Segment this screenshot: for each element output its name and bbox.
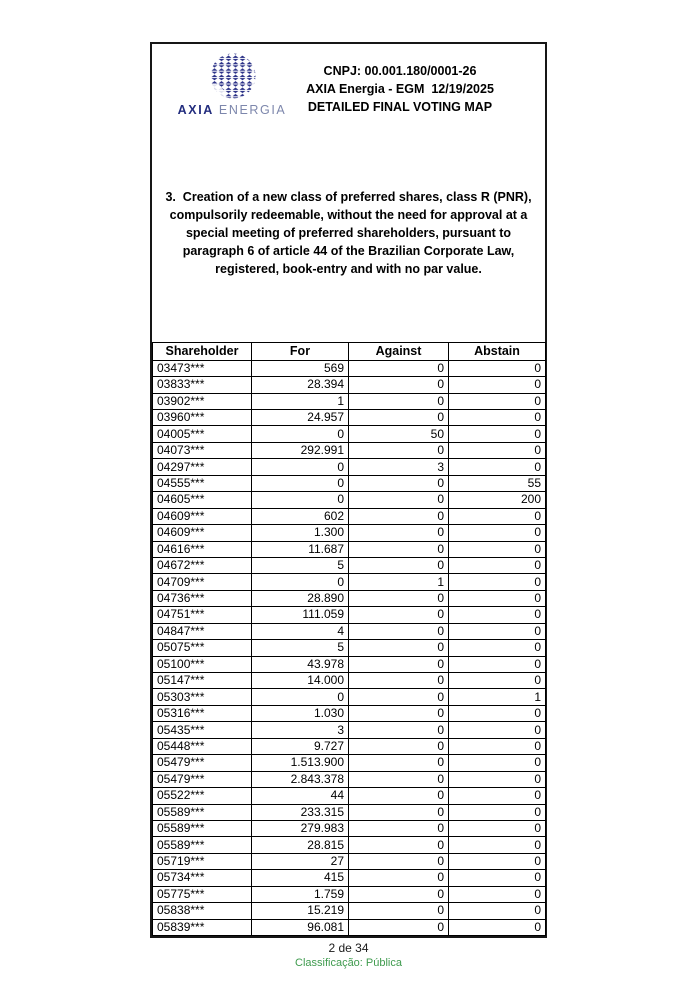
shareholder-cell: 05435*** (153, 722, 252, 738)
vote-count-cell: 0 (449, 853, 546, 869)
document-title-block (272, 62, 528, 116)
vote-count-cell: 0 (252, 574, 349, 590)
table-row (153, 788, 546, 804)
vote-count-cell: 569 (252, 360, 349, 376)
vote-count-cell: 0 (449, 919, 546, 935)
vote-count-cell: 0 (349, 607, 449, 623)
shareholder-cell: 05838*** (153, 903, 252, 919)
shareholder-cell: 03833*** (153, 377, 252, 393)
brand-primary-text: AXIA (177, 103, 214, 117)
shareholder-cell: 04073*** (153, 442, 252, 458)
axia-sphere-logo-icon (204, 52, 260, 102)
vote-count-cell: 0 (252, 426, 349, 442)
vote-count-cell: 0 (349, 360, 449, 376)
vote-count-cell: 1 (349, 574, 449, 590)
meeting-line: AXIA Energia - EGM 12/19/2025 (306, 82, 494, 96)
vote-count-cell: 0 (449, 837, 546, 853)
vote-count-cell: 15.219 (252, 903, 349, 919)
table-row (153, 508, 546, 524)
table-row (153, 853, 546, 869)
vote-count-cell: 14.000 (252, 673, 349, 689)
shareholder-cell: 05775*** (153, 886, 252, 902)
table-row (153, 689, 546, 705)
brand-secondary-text: ENERGIA (218, 103, 287, 117)
vote-count-cell: 0 (449, 804, 546, 820)
shareholder-cell: 04555*** (153, 475, 252, 491)
vote-count-cell: 0 (349, 623, 449, 639)
table-row (153, 656, 546, 672)
vote-count-cell: 0 (449, 903, 546, 919)
vote-count-cell: 1.300 (252, 525, 349, 541)
shareholder-cell: 04709*** (153, 574, 252, 590)
vote-count-cell: 233.315 (252, 804, 349, 820)
vote-count-cell: 50 (349, 426, 449, 442)
shareholder-cell: 05839*** (153, 919, 252, 935)
vote-count-cell: 0 (449, 442, 546, 458)
table-row (153, 755, 546, 771)
vote-count-cell: 0 (449, 574, 546, 590)
vote-count-cell: 0 (349, 722, 449, 738)
vote-count-cell: 0 (449, 623, 546, 639)
vote-count-cell: 0 (449, 722, 546, 738)
table-row (153, 475, 546, 491)
proposal-paragraph: 3. Creation of a new class of preferred shares, class R (PNR), compulsorily redeemable, without the need for approval at a special meeting of preferred shareholders, pursuant to paragraph 6 of article 44 of the Brazilian Corporate Law, registered, book-entry and with no par value. (165, 190, 532, 276)
shareholder-cell: 05589*** (153, 837, 252, 853)
shareholder-cell: 05448*** (153, 738, 252, 754)
vote-count-cell: 28.394 (252, 377, 349, 393)
vote-count-cell: 27 (252, 853, 349, 869)
vote-count-cell: 0 (349, 557, 449, 573)
vote-count-cell: 11.687 (252, 541, 349, 557)
table-row (153, 541, 546, 557)
vote-count-cell: 4 (252, 623, 349, 639)
table-row (153, 903, 546, 919)
shareholder-cell: 04609*** (153, 508, 252, 524)
vote-count-cell: 0 (349, 475, 449, 491)
shareholder-cell: 05522*** (153, 788, 252, 804)
vote-count-cell: 0 (449, 755, 546, 771)
voting-table-header (153, 342, 546, 360)
vote-count-cell: 3 (252, 722, 349, 738)
shareholder-cell: 04297*** (153, 459, 252, 475)
vote-count-cell: 0 (252, 459, 349, 475)
table-row (153, 410, 546, 426)
vote-count-cell: 415 (252, 870, 349, 886)
vote-count-cell: 24.957 (252, 410, 349, 426)
shareholder-cell: 05589*** (153, 804, 252, 820)
shareholder-cell: 05100*** (153, 656, 252, 672)
shareholder-cell: 03473*** (153, 360, 252, 376)
vote-count-cell: 0 (449, 590, 546, 606)
table-row (153, 886, 546, 902)
shareholder-cell: 03902*** (153, 393, 252, 409)
vote-count-cell: 9.727 (252, 738, 349, 754)
vote-count-cell: 2.843.378 (252, 771, 349, 787)
vote-count-cell: 0 (349, 508, 449, 524)
column-header-shareholder: Shareholder (153, 342, 252, 360)
vote-count-cell: 0 (449, 820, 546, 836)
report-title-line: DETAILED FINAL VOTING MAP (307, 100, 493, 114)
vote-count-cell: 279.983 (252, 820, 349, 836)
vote-count-cell: 1.759 (252, 886, 349, 902)
table-row (153, 771, 546, 787)
shareholder-cell: 05303*** (153, 689, 252, 705)
vote-count-cell: 0 (449, 738, 546, 754)
vote-count-cell: 0 (349, 738, 449, 754)
vote-count-cell: 0 (349, 673, 449, 689)
vote-count-cell: 28.815 (252, 837, 349, 853)
vote-count-cell: 0 (349, 788, 449, 804)
vote-count-cell: 0 (349, 919, 449, 935)
vote-count-cell: 0 (349, 771, 449, 787)
vote-count-cell: 0 (449, 607, 546, 623)
vote-count-cell: 0 (449, 870, 546, 886)
table-row (153, 738, 546, 754)
table-row (153, 393, 546, 409)
document-page-frame (150, 42, 547, 938)
shareholder-cell: 04609*** (153, 525, 252, 541)
vote-count-cell: 0 (349, 656, 449, 672)
shareholder-cell: 05589*** (153, 820, 252, 836)
vote-count-cell: 0 (449, 360, 546, 376)
shareholder-cell: 05147*** (153, 673, 252, 689)
vote-count-cell: 5 (252, 640, 349, 656)
vote-count-cell: 0 (449, 656, 546, 672)
vote-count-cell: 602 (252, 508, 349, 524)
vote-count-cell: 0 (449, 673, 546, 689)
vote-count-cell: 0 (349, 820, 449, 836)
vote-count-cell: 0 (449, 410, 546, 426)
voting-table-body (153, 360, 546, 935)
table-row (153, 492, 546, 508)
vote-count-cell: 0 (349, 853, 449, 869)
vote-count-cell: 0 (449, 771, 546, 787)
table-row (153, 607, 546, 623)
table-row (153, 804, 546, 820)
vote-count-cell: 0 (449, 508, 546, 524)
table-row (153, 673, 546, 689)
table-row (153, 525, 546, 541)
vote-count-cell: 111.059 (252, 607, 349, 623)
table-row (153, 574, 546, 590)
vote-count-cell: 0 (349, 393, 449, 409)
table-row (153, 837, 546, 853)
vote-count-cell: 0 (349, 442, 449, 458)
shareholder-cell: 04736*** (153, 590, 252, 606)
vote-count-cell: 0 (449, 525, 546, 541)
shareholder-cell: 05719*** (153, 853, 252, 869)
vote-count-cell: 292.991 (252, 442, 349, 458)
vote-count-cell: 1.030 (252, 705, 349, 721)
vote-count-cell: 0 (449, 459, 546, 475)
shareholder-cell: 04605*** (153, 492, 252, 508)
vote-count-cell: 0 (349, 804, 449, 820)
table-row (153, 870, 546, 886)
vote-count-cell: 0 (252, 492, 349, 508)
vote-count-cell: 1 (252, 393, 349, 409)
cnpj-line: CNPJ: 00.001.180/0001-26 (323, 64, 477, 78)
table-row (153, 820, 546, 836)
table-row (153, 360, 546, 376)
table-row (153, 705, 546, 721)
vote-count-cell: 0 (349, 903, 449, 919)
vote-count-cell: 55 (449, 475, 546, 491)
vote-count-cell: 0 (449, 393, 546, 409)
vote-count-cell: 43.978 (252, 656, 349, 672)
vote-count-cell: 96.081 (252, 919, 349, 935)
vote-count-cell: 0 (449, 640, 546, 656)
vote-count-cell: 200 (449, 492, 546, 508)
vote-count-cell: 0 (349, 410, 449, 426)
voting-table (152, 342, 546, 936)
table-row (153, 640, 546, 656)
shareholder-cell: 05734*** (153, 870, 252, 886)
shareholder-cell: 04005*** (153, 426, 252, 442)
column-header-against: Against (349, 342, 449, 360)
shareholder-cell: 04672*** (153, 557, 252, 573)
vote-count-cell: 0 (349, 870, 449, 886)
table-row (153, 623, 546, 639)
shareholder-cell: 04847*** (153, 623, 252, 639)
column-header-abstain: Abstain (449, 342, 546, 360)
column-header-for: For (252, 342, 349, 360)
vote-count-cell: 0 (349, 492, 449, 508)
vote-count-cell: 0 (449, 541, 546, 557)
vote-count-cell: 0 (349, 837, 449, 853)
table-row (153, 919, 546, 935)
table-row (153, 557, 546, 573)
vote-count-cell: 0 (349, 755, 449, 771)
vote-count-cell: 0 (449, 557, 546, 573)
shareholder-cell: 04751*** (153, 607, 252, 623)
shareholder-cell: 05316*** (153, 705, 252, 721)
vote-count-cell: 0 (349, 377, 449, 393)
shareholder-cell: 03960*** (153, 410, 252, 426)
table-row (153, 459, 546, 475)
vote-count-cell: 0 (449, 886, 546, 902)
vote-count-cell: 0 (349, 525, 449, 541)
table-row (153, 442, 546, 458)
vote-count-cell: 44 (252, 788, 349, 804)
vote-count-cell: 5 (252, 557, 349, 573)
table-row (153, 426, 546, 442)
shareholder-cell: 05479*** (153, 771, 252, 787)
vote-count-cell: 0 (252, 689, 349, 705)
page-number: 2 de 34 (328, 941, 369, 955)
vote-count-cell: 0 (449, 377, 546, 393)
shareholder-cell: 04616*** (153, 541, 252, 557)
shareholder-cell: 05075*** (153, 640, 252, 656)
table-row (153, 722, 546, 738)
vote-count-cell: 0 (349, 541, 449, 557)
vote-count-cell: 28.890 (252, 590, 349, 606)
vote-count-cell: 3 (349, 459, 449, 475)
vote-count-cell: 0 (349, 705, 449, 721)
vote-count-cell: 0 (349, 886, 449, 902)
vote-count-cell: 0 (449, 705, 546, 721)
vote-count-cell: 0 (349, 689, 449, 705)
table-row (153, 590, 546, 606)
table-row (153, 377, 546, 393)
vote-count-cell: 0 (349, 640, 449, 656)
classification-label: Classificação: Pública (295, 957, 402, 969)
vote-count-cell: 0 (449, 426, 546, 442)
vote-count-cell: 1.513.900 (252, 755, 349, 771)
vote-count-cell: 0 (449, 788, 546, 804)
shareholder-cell: 05479*** (153, 755, 252, 771)
vote-count-cell: 0 (349, 590, 449, 606)
vote-count-cell: 1 (449, 689, 546, 705)
vote-count-cell: 0 (252, 475, 349, 491)
